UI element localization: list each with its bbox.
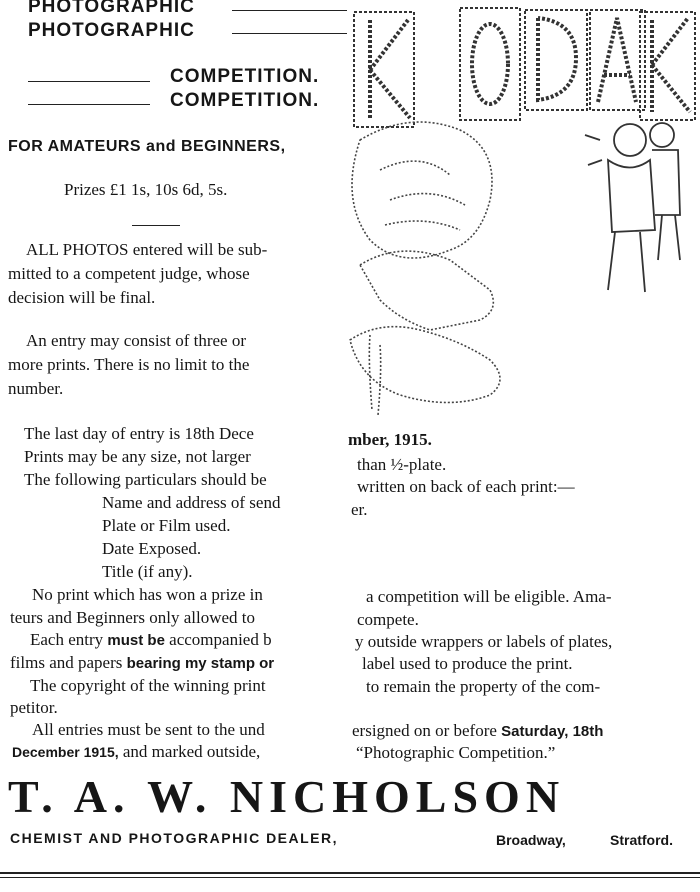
condition-text: ersigned on or before <box>352 721 502 740</box>
kodak-illustration <box>340 0 700 430</box>
condition-line: The copyright of the winning print <box>30 676 266 695</box>
kodak-flowers <box>352 122 492 258</box>
paragraph-2-line: An entry may consist of three or <box>26 331 246 350</box>
condition-line <box>352 721 603 741</box>
header-rule <box>28 104 150 105</box>
condition-emphasis: Saturday, 18th <box>501 723 604 740</box>
condition-emphasis: December 1915, <box>12 744 119 760</box>
condition-line <box>30 630 272 650</box>
dealer-street: Broadway, <box>496 832 566 848</box>
condition-emphasis: must be <box>107 632 165 649</box>
condition-line: compete. <box>357 610 419 629</box>
condition-line: y outside wrappers or labels of plates, <box>355 632 613 651</box>
dealer-town: Stratford. <box>610 832 673 848</box>
paragraph-1-line: mitted to a competent judge, whose <box>8 264 250 283</box>
condition-line <box>10 653 274 673</box>
particular-item: Title (if any). <box>102 562 193 581</box>
header-rule <box>232 33 347 34</box>
condition-line: No print which has won a prize in <box>32 585 263 604</box>
header-rule <box>28 81 150 82</box>
condition-text: and marked outside, <box>118 742 261 761</box>
rule-particulars-cont: written on back of each print:— <box>357 477 575 496</box>
bottom-rule <box>0 877 700 878</box>
particular-item-tail: er. <box>351 500 368 519</box>
header-rule <box>232 10 347 11</box>
kodak-figure-head <box>614 124 646 156</box>
condition-line: teurs and Beginners only allowed to <box>10 608 256 627</box>
dealer-trade: CHEMIST AND PHOTOGRAPHIC DEALER, <box>10 830 339 846</box>
condition-line: a competition will be eligible. Ama- <box>366 587 612 606</box>
particular-item: Plate or Film used. <box>102 516 231 535</box>
particular-item: Date Exposed. <box>102 539 202 558</box>
rule-print-size: Prints may be any size, not larger <box>24 447 251 466</box>
condition-text: Each entry <box>30 630 108 649</box>
condition-emphasis: bearing my stamp or <box>126 655 275 672</box>
rule-print-size-cont: than ½-plate. <box>357 455 447 474</box>
paragraph-2-line: more prints. There is no limit to the <box>8 355 250 374</box>
header-photographic-1: PHOTOGRAPHIC <box>28 0 195 17</box>
prizes-divider <box>132 225 180 226</box>
dealer-name: T. A. W. NICHOLSON <box>8 771 566 822</box>
paragraph-1-line: ALL PHOTOS entered will be sub- <box>26 240 268 259</box>
condition-line: label used to produce the print. <box>362 654 573 673</box>
bottom-rule <box>0 872 700 874</box>
rule-last-day-cont <box>348 430 432 450</box>
condition-line: petitor. <box>10 698 58 717</box>
condition-line: to remain the property of the com- <box>366 677 601 696</box>
kodak-camera <box>360 251 493 330</box>
paragraph-1-line: decision will be final. <box>8 288 156 307</box>
paragraph-2-line: number. <box>8 379 64 398</box>
prizes-text: Prizes £1 1s, 10s 6d, 5s. <box>64 180 228 199</box>
header-competition-2: COMPETITION. <box>170 90 320 111</box>
condition-line: All entries must be sent to the und <box>32 720 265 739</box>
particular-item: Name and address of send <box>102 493 281 512</box>
kodak-hand <box>350 327 500 403</box>
header-competition-1: COMPETITION. <box>170 66 320 87</box>
condition-line <box>12 742 260 762</box>
condition-line: “Photographic Competition.” <box>356 743 556 762</box>
rule-particulars: The following particulars should be <box>24 470 267 489</box>
rule-last-day-date: mber, 1915. <box>348 430 432 449</box>
audience-heading: FOR AMATEURS and BEGINNERS, <box>8 138 286 155</box>
condition-text: films and papers <box>10 653 127 672</box>
condition-text: accompanied b <box>164 630 272 649</box>
kodak-letter-k2 <box>640 12 695 120</box>
rule-last-day: The last day of entry is 18th Dece <box>24 424 254 443</box>
header-photographic-2: PHOTOGRAPHIC <box>28 20 195 41</box>
